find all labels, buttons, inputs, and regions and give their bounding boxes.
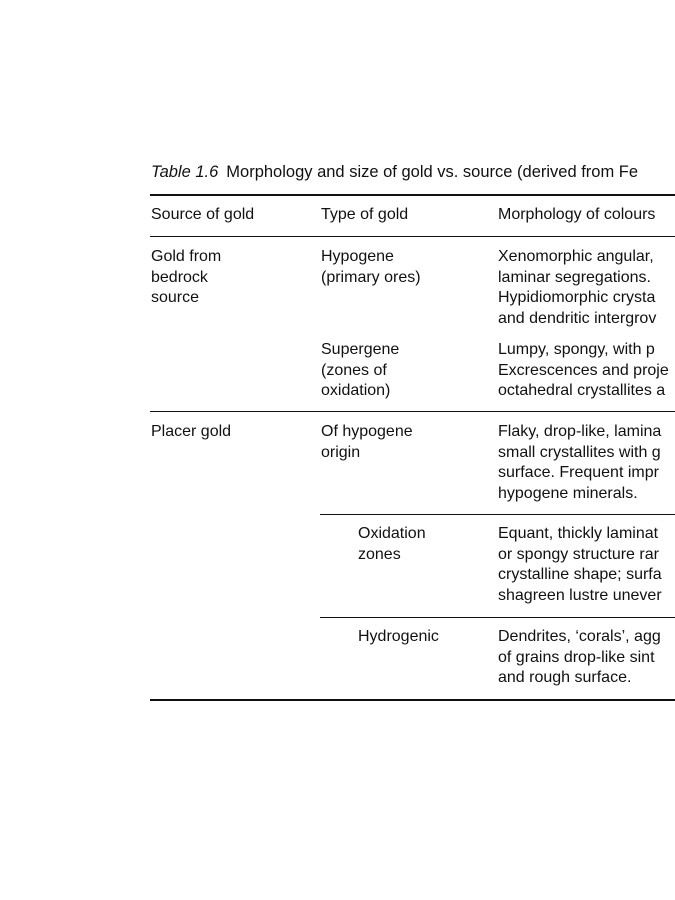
cell-line: zones xyxy=(358,545,401,563)
source-cell-placer xyxy=(151,422,231,443)
table-label: Table 1.6 xyxy=(151,163,219,181)
cell-line: Lumpy, spongy, with p xyxy=(498,341,655,358)
table-top-rule xyxy=(150,194,675,196)
cell-line: (zones of xyxy=(321,361,387,379)
cell-line: Of hypogene xyxy=(321,423,413,440)
cell-line: and dendritic intergrov xyxy=(498,309,657,327)
cell-line: Hypogene xyxy=(321,248,394,265)
type-cell-hypogene xyxy=(321,247,421,288)
type-cell-oxidation-zones xyxy=(358,524,426,565)
cell-line: Oxidation xyxy=(358,525,426,542)
cell-line: bedrock xyxy=(151,268,208,286)
cell-line: Equant, thickly laminat xyxy=(498,525,659,542)
header-morphology: Morphology of colours xyxy=(498,206,656,223)
morphology-cell-hypogene xyxy=(498,247,656,329)
cell-line: Supergene xyxy=(321,341,400,358)
header-type: Type of gold xyxy=(321,206,409,223)
cell-line: source xyxy=(151,289,200,306)
type-cell-hypogene-origin xyxy=(321,422,413,463)
table-caption xyxy=(151,161,675,183)
cell-line: shagreen lustre unever xyxy=(498,586,662,604)
cell-line: Xenomorphic angular, xyxy=(498,248,654,265)
morphology-cell-oxidation-zones xyxy=(498,524,662,606)
cell-line: (primary ores) xyxy=(321,268,421,286)
cell-line: hypogene minerals. xyxy=(498,484,638,502)
cell-line: laminar segregations. xyxy=(498,268,651,286)
cell-line: Gold from xyxy=(151,248,222,265)
type-cell-supergene xyxy=(321,340,399,402)
group-separator-rule xyxy=(150,411,675,412)
table-title: Morphology and size of gold vs. source (derived from Fe xyxy=(226,163,639,181)
header-source: Source of gold xyxy=(151,206,255,223)
cell-line: and rough surface. xyxy=(498,669,632,686)
cell-line: oxidation) xyxy=(321,382,391,399)
cell-line: Excrescences and proje xyxy=(498,361,669,379)
cell-line: Flaky, drop-like, lamina xyxy=(498,423,662,440)
cell-line: of grains drop-like sint xyxy=(498,648,655,666)
type-cell-hydrogenic xyxy=(358,627,439,648)
cell-line: or spongy structure rar xyxy=(498,545,659,563)
morphology-cell-hydrogenic xyxy=(498,627,661,689)
header-bottom-rule xyxy=(150,236,675,237)
cell-line: octahedral crystallites a xyxy=(498,382,666,399)
cell-line: Hypidiomorphic crysta xyxy=(498,289,656,306)
source-cell-bedrock xyxy=(151,247,221,309)
row-separator-rule xyxy=(320,514,675,515)
cell-line: crystalline shape; surfa xyxy=(498,566,662,583)
cell-line: Dendrites, ‘corals’, agg xyxy=(498,628,661,645)
cell-line: surface. Frequent impr xyxy=(498,464,659,481)
morphology-cell-supergene xyxy=(498,340,669,402)
morphology-cell-hypogene-origin xyxy=(498,422,661,504)
cell-line: Placer gold xyxy=(151,423,232,440)
cell-line: origin xyxy=(321,443,361,461)
cell-line: small crystallites with g xyxy=(498,443,661,461)
table-bottom-rule xyxy=(150,699,675,701)
cell-line: Hydrogenic xyxy=(358,628,439,645)
row-separator-rule xyxy=(320,617,675,618)
